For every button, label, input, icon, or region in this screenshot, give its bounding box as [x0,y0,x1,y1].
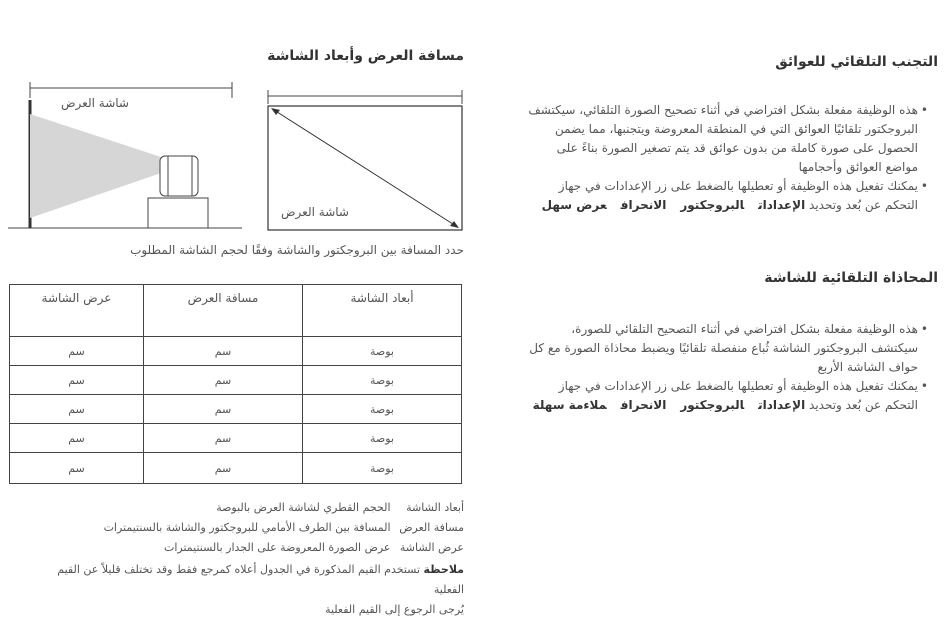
keyword-projector: البروجكتور [680,198,745,212]
bullet-item [524,377,928,415]
bullet-text: هذه الوظيفة مفعلة بشكل افتراضي في أثناء تصحيح الصورة التلقائي، سيكتشف البروجكتور تلقائيًا العوائق التي في المنطقة المعروضة ويتجنبها، مما يضمن الحصول على صورة كاملة من بدون عوائق قد يتم تصغير الصورة بناءً على مواضع العوائق وأحجامها [528,103,918,174]
table-cell: سم [144,424,303,453]
keyword-projector: البروجكتور [680,398,745,412]
bullet-item [524,177,928,215]
table-cell: بوصة [303,424,462,453]
bullet-item [524,320,928,377]
front-view-screen-label: شاشة العرض [281,205,349,219]
side-view-screen-label: شاشة العرض [61,96,129,110]
screen-alignment-body [524,320,938,415]
note-text: عرض الصورة المعروضة على الجدار بالسنتيمترات [163,541,391,554]
note-item [24,538,464,558]
bullet-text: عن بُعد وتحديد [809,398,882,412]
remark-continued: يُرجى الرجوع إلى القيم الفعلية [325,603,464,616]
table-cell: بوصة [303,366,462,395]
note-text: المسافة بين الطرف الأمامي للبروجكتور والشاشة بالسنتيمترات [103,521,391,534]
table-cell: بوصة [303,453,462,484]
table-cell: بوصة [303,395,462,424]
table-row [10,424,462,453]
keyword-settings: الإعدادات [758,198,806,212]
keyword-keystone: الانحراف [620,198,667,212]
bullet-text: عن بُعد وتحديد [809,198,882,212]
table-cell: سم [10,453,144,484]
note-item [24,518,464,538]
bullet-text: هذه الوظيفة مفعلة بشكل افتراضي في أثناء التصحيح التلقائي للصورة، سيكتشف البروجكتور الشاشة ثُباع منفصلة تلقائيًا ويضبط محاذاة الصورة مع كل حواف الشاشة الأربع [529,322,918,374]
table-cell: سم [10,337,144,366]
table-cell: بوصة [303,337,462,366]
bullet-text: يمكنك تفعيل هذه الوظيفة أو تعطيلها بالضغط على زر الإعدادات في جهاز التحكم [558,179,918,212]
header-projection-distance: مسافة العرض [144,285,303,337]
keyword-keystone: الانحراف [620,398,667,412]
table-notes [24,498,464,620]
note-label: عرض الشاشة [399,541,464,554]
distance-section-title: مسافة العرض وأبعاد الشاشة [267,48,464,64]
note-text: الحجم القطري لشاشة العرض بالبوصة [216,501,391,514]
keyword-easy-fit: ملاءمة سهلة [532,398,607,412]
table-cell: سم [144,395,303,424]
remark-text: تستخدم القيم المذكورة في الجدول أعلاه كمرجع فقط وقد تختلف قليلاً عن القيم الفعلية [57,563,464,596]
remark-label: ملاحظة [423,563,464,576]
obstacle-avoidance-body [524,101,938,215]
screen-alignment-title: المحاذاة التلقائية للشاشة [764,270,938,286]
note-item [24,498,464,518]
table-row [10,366,462,395]
header-screen-width: عرض الشاشة [10,285,144,337]
table-row [10,453,462,484]
note-label: أبعاد الشاشة [406,501,464,514]
projection-distance-table [9,284,462,484]
remark [24,560,464,600]
table-cell: سم [10,366,144,395]
table-cell: سم [144,337,303,366]
table-cell: سم [144,453,303,484]
table-row [10,337,462,366]
table-cell: سم [10,395,144,424]
keyword-settings: الإعدادات [758,398,806,412]
header-screen-size: أبعاد الشاشة [303,285,462,337]
note-label: مسافة العرض [399,521,464,534]
table-cell: سم [10,424,144,453]
table-cell: سم [144,366,303,395]
keyword-easy-view: عرض سهل [541,198,607,212]
table-header-row [10,285,462,337]
diagram-caption: حدد المسافة بين البروجكتور والشاشة وفقًا لحجم الشاشة المطلوب [130,243,464,257]
bullet-item [524,101,928,177]
bullet-text: يمكنك تفعيل هذه الوظيفة أو تعطيلها بالضغط على زر الإعدادات في جهاز التحكم [558,379,918,412]
obstacle-avoidance-title: التجنب التلقائي للعوائق [775,54,938,70]
table-row [10,395,462,424]
